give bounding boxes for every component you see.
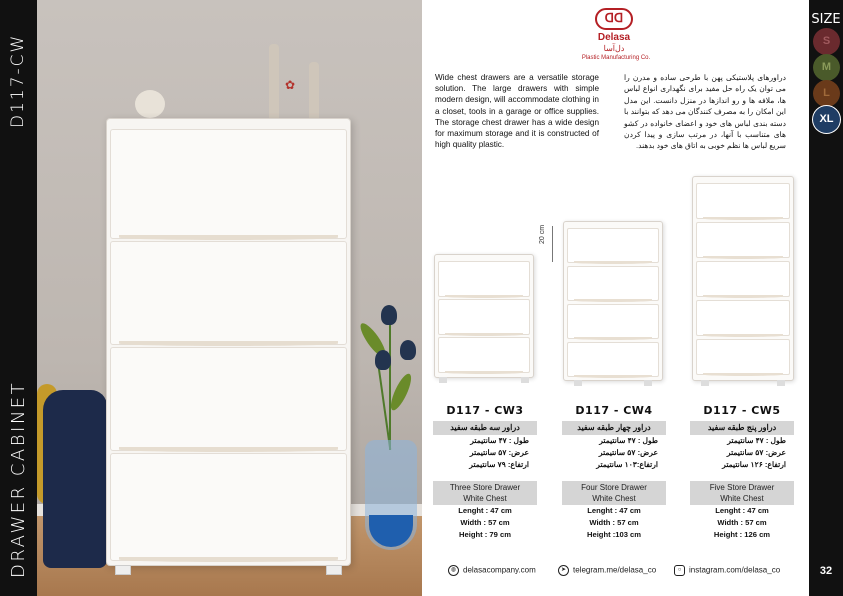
footer-telegram[interactable] <box>558 565 656 576</box>
spec-title-en-line2: White Chest <box>592 494 636 503</box>
photo-leaf <box>387 371 415 412</box>
size-option-l[interactable]: L <box>813 80 840 107</box>
spec-width: Width : 57 cm <box>717 518 767 527</box>
footer-telegram-text: telegram.me/delasa_co <box>573 565 657 575</box>
photo-cabinet-foot <box>115 565 131 575</box>
delasa-logo-icon: ᗡᗡ <box>595 8 633 30</box>
drawing-drawer <box>567 342 659 377</box>
footer-instagram-text: instagram.com/delasa_co <box>689 565 781 575</box>
drawing-drawer <box>567 304 659 339</box>
photo-cabinet-drawer <box>110 241 347 345</box>
spec-height: Height :103 cm <box>586 530 642 539</box>
spec-title-en-line1: Three Store Drawer <box>449 483 521 492</box>
drawing-foot <box>439 377 447 383</box>
spec-title-fa: دراور چهار طبقه سفید <box>562 421 666 435</box>
spec-length-fa: طول : ۴۷ سانتیمتر <box>470 436 529 445</box>
photo-tulip-icon <box>400 340 416 360</box>
description-english: Wide chest drawers are a versatile storage solution. The large drawers with simple modern design, will accommodate clothing in a closet, tools in a garage or office supplies. The storage chest drawer has a wide design for maximum storage and it is constructed of high quality plastic. <box>435 73 599 150</box>
drawing-drawer <box>696 339 790 375</box>
spec-title-en-line2: White Chest <box>720 494 764 503</box>
photo-red-flower-icon: ✿ <box>285 78 296 92</box>
drawing-foot <box>521 377 529 383</box>
spec-title-en-line1: Four Store Drawer <box>581 483 647 492</box>
spec-length: Lenght : 47 cm <box>458 506 512 515</box>
spec-width-fa: عرض: ۵۷ سانتیمتر <box>726 448 786 457</box>
drawing-drawer <box>438 261 530 297</box>
spec-block-cw4 <box>562 404 666 541</box>
sidebar-model-code: D117-CW <box>8 33 28 128</box>
spec-height-fa: ارتفاع: ۷۹ سانتیمتر <box>469 460 529 469</box>
spec-height-fa: ارتفاع:۱۰۳ سانتیمتر <box>596 460 658 469</box>
spec-length-fa: طول : ۴۷ سانتیمتر <box>727 436 786 445</box>
size-option-xl[interactable]: XL <box>813 106 840 133</box>
spec-title-en <box>433 481 537 505</box>
drawing-four-drawer-chest <box>563 221 663 381</box>
spec-height: Height : 126 cm <box>713 530 771 539</box>
photo-cabinet-foot <box>326 565 342 575</box>
page-number: 32 <box>819 565 833 577</box>
size-option-s[interactable]: S <box>813 28 840 55</box>
drawing-drawer <box>696 261 790 297</box>
photo-flower-stem <box>389 320 391 450</box>
drawing-foot <box>644 380 652 386</box>
drawing-five-drawer-chest <box>692 176 794 381</box>
spec-code: D117 - CW3 <box>446 404 524 417</box>
spec-title-en <box>690 481 794 505</box>
spec-length-fa: طول : ۴۷ سانتیمتر <box>599 436 658 445</box>
photo-decor-vase-1 <box>269 44 279 119</box>
footer-website[interactable] <box>448 565 536 576</box>
drawing-drawer <box>438 299 530 335</box>
photo-cabinet-drawer <box>110 453 347 561</box>
footer-website-text: delasacompany.com <box>463 565 536 575</box>
brand-subtitle: Plastic Manufacturing Co. <box>581 55 651 61</box>
telegram-icon: ➤ <box>558 565 569 576</box>
dimension-line <box>552 226 553 262</box>
instagram-icon: ○ <box>674 565 685 576</box>
size-option-m[interactable]: M <box>813 54 840 81</box>
drawing-drawer <box>567 266 659 301</box>
dimension-note: 20 cm <box>539 224 546 244</box>
spec-title-fa: دراور سه طبقه سفید <box>433 421 537 435</box>
photo-decor-vase-2 <box>309 62 319 119</box>
spec-width-fa: عرض: ۵۷ سانتیمتر <box>598 448 658 457</box>
drawing-drawer <box>696 300 790 336</box>
drawing-foot <box>574 380 582 386</box>
spec-title-en-line2: White Chest <box>463 494 507 503</box>
spec-height-fa: ارتفاع: ۱۲۶ سانتیمتر <box>722 460 786 469</box>
drawing-foot <box>701 380 709 386</box>
drawing-drawer <box>696 183 790 219</box>
spec-block-cw3 <box>433 404 537 541</box>
spec-title-en <box>562 481 666 505</box>
spec-width: Width : 57 cm <box>460 518 510 527</box>
product-photo <box>37 0 422 596</box>
drawing-three-drawer-chest <box>434 254 534 378</box>
spec-code: D117 - CW5 <box>703 404 781 417</box>
drawing-drawer <box>438 337 530 373</box>
drawing-drawer <box>567 228 659 263</box>
photo-cabinet-drawer <box>110 129 347 239</box>
photo-tulip-icon <box>381 305 397 325</box>
photo-blue-pillow <box>43 390 107 568</box>
drawing-foot <box>777 380 785 386</box>
brand-name-fa: دل‌آسا <box>603 44 625 53</box>
photo-tulip-icon <box>375 350 391 370</box>
photo-decor-head <box>135 90 165 118</box>
spec-width: Width : 57 cm <box>589 518 639 527</box>
description-persian: دراورهای پلاستیکی پهن با طرحی ساده و مدرن را می توان یک راه حل مفید برای نگهداری انواع لباس ها، ملافه ها و رو اندازها در منزل دانست. این مدل این امکان را به مصرف کنندگان می دهد که بتوانند با دسته بندی لباس های خود و اعضای خانواده در کشو های متناسب با آنها، در مرتب سازی و پیدا کردن سریع لباس ها نظم خوبی به اتاق های خود بدهند. <box>624 73 786 151</box>
globe-icon: ◍ <box>448 565 459 576</box>
spec-width-fa: عرض: ۵۷ سانتیمتر <box>469 448 529 457</box>
footer-instagram[interactable] <box>674 565 780 576</box>
spec-title-en-line1: Five Store Drawer <box>709 483 775 492</box>
spec-code: D117 - CW4 <box>575 404 653 417</box>
spec-length: Lenght : 47 cm <box>715 506 769 515</box>
drawing-drawer <box>696 222 790 258</box>
spec-block-cw5 <box>690 404 794 541</box>
photo-cabinet <box>106 118 351 566</box>
brand-name: Delasa <box>597 32 631 43</box>
photo-cabinet-drawer <box>110 347 347 451</box>
spec-length: Lenght : 47 cm <box>587 506 641 515</box>
spec-title-fa: دراور پنج طبقه سفید <box>690 421 794 435</box>
sidebar-title: DRAWER CABINET <box>8 380 29 578</box>
spec-height: Height : 79 cm <box>459 530 511 539</box>
size-label: SIZE <box>811 12 841 27</box>
